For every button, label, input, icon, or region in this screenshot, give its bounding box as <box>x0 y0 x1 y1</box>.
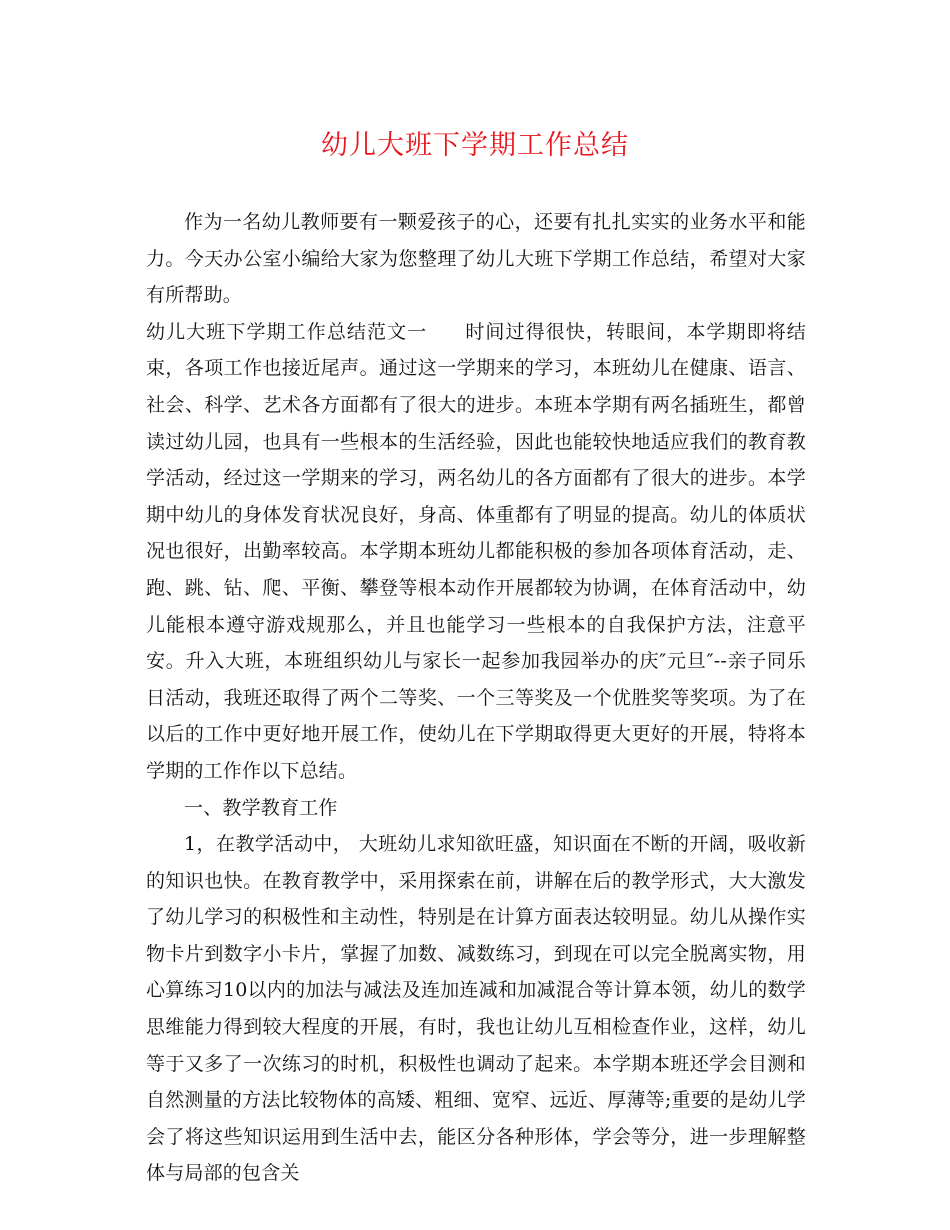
sample-paragraph <box>146 314 806 790</box>
document-title: 幼儿大班下学期工作总结 <box>321 130 629 161</box>
document-body <box>146 204 806 1192</box>
sample-text: 时间过得很快，转眼间，本学期即将结束，各项工作也接近尾声。通过这一学期来的学习，本班幼儿在健康、语言、社会、科学、艺术各方面都有了很大的进步。本班本学期有两名插班生，都曾读过幼儿园，也具有一些根本的生活经验，因此也能较快地适应我们的教育教学活动，经过这一学期来的学习，两名幼儿的各方面都有了很大的进步。本学期中幼儿的身体发育状况良好，身高、体重都有了明显的提高。幼儿的体质状况也很好，出勤率较高。本学期本班幼儿都能积极的参加各项体育活动，走、跑、跳、钻、爬、平衡、攀登等根本动作开展都较为协调，在体育活动中，幼儿能根本遵守游戏规那么，并且也能学习一些根本的自我保护方法，注意平安。升入大班，本班组织幼儿与家长一起参加我园举办的庆″元旦″--亲子同乐日活动，我班还取得了两个二等奖、一个三等奖及一个优胜奖等奖项。为了在以后的工作中更好地开展工作，使幼儿在下学期取得更大更好的开展，特将本学期的工作作以下总结。 <box>146 320 806 782</box>
sample-heading: 幼儿大班下学期工作总结范文一 <box>146 320 428 343</box>
paragraph-1: 1，在教学活动中， 大班幼儿求知欲旺盛，知识面在不断的开阔，吸收新的知识也快。在教育教学中，采用探索在前，讲解在后的教学形式，大大激发了幼儿学习的积极性和主动性，特别是在计算方面表达较明显。幼儿从操作实物卡片到数字小卡片，掌握了加数、减数练习，到现在可以完全脱离实物，用心算练习10以内的加法与减法及连加连减和加减混合等计算本领，幼儿的数学思维能力得到较大程度的开展，有时，我也让幼儿互相检查作业，这样，幼儿等于又多了一次练习的时机，积极性也调动了起来。本学期本班还学会目测和自然测量的方法比较物体的高矮、粗细、宽窄、远近、厚薄等;重要的是幼儿学会了将这些知识运用到生活中去，能区分各种形体，学会等分，进一步理解整体与局部的包含关 <box>146 833 806 1185</box>
intro-paragraph: 作为一名幼儿教师要有一颗爱孩子的心，还要有扎扎实实的业务水平和能力。今天办公室小编给大家为您整理了幼儿大班下学期工作总结，希望对大家有所帮助。 <box>146 211 806 307</box>
section-heading: 一、教学教育工作 <box>184 796 338 819</box>
